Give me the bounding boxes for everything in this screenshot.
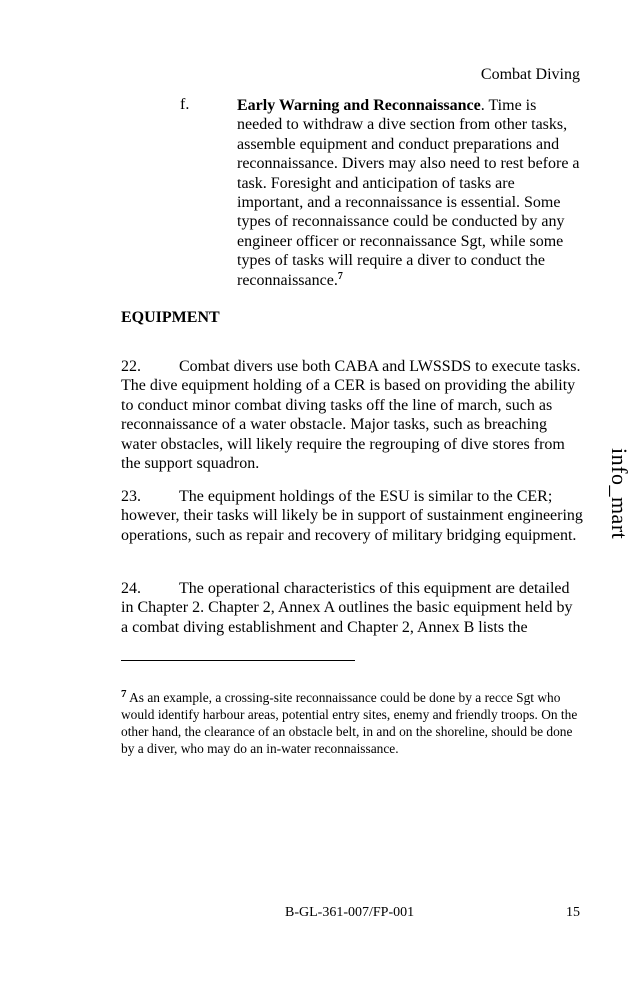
paragraph-number: 23. [121, 488, 141, 505]
subparagraph-text: . Time is needed to withdraw a dive section from other tasks, assemble equipment and conduct preparations and reconnaissance. Divers may also need to rest before a task. Foresight and anticipation of tasks are important, and a reconnaissance is essential. Some types of reconnaissance could be conducted by any engineer officer or reconnaissance Sgt, while some types of tasks will require a diver to conduct the reconnaissance. [237, 97, 580, 289]
paragraph-number: 22. [121, 358, 141, 375]
footnote-reference: 7 [337, 270, 343, 282]
section-heading: EQUIPMENT [121, 309, 220, 326]
page-number: 15 [566, 905, 580, 920]
footnote-mark: 7 [121, 688, 127, 700]
document-code: B-GL-361-007/FP-001 [285, 905, 415, 920]
footnote-separator [121, 660, 355, 661]
watermark: info_mart [607, 448, 632, 540]
paragraph-text: Combat divers use both CABA and LWSSDS to execute tasks. The dive equipment holding of a CER is based on providing the ability to conduct minor combat diving tasks off the line of march, such as reconnaissance of a water obstacle. Major tasks, such as breaching water obstacles, will likely require the regrouping of dive stores from the support squadron. [121, 358, 581, 473]
paragraph-number: 24. [121, 580, 141, 597]
paragraph-text: The operational characteristics of this equipment are detailed in Chapter 2. Chapter 2, Annex A outlines the basic equipment held by a combat diving establishment and Chapter 2, Annex B lists the [121, 580, 573, 636]
paragraph-22 [121, 357, 583, 473]
paragraph-24 [121, 579, 583, 637]
paragraph-text: The equipment holdings of the ESU is similar to the CER; however, their tasks will likely be in support of sustainment engineering operations, such as repair and recovery of military bridging equipment. [121, 488, 583, 544]
subparagraph-body [237, 96, 582, 290]
paragraph-23 [121, 487, 583, 545]
footnote [121, 689, 583, 757]
subparagraph-letter: f. [180, 96, 190, 113]
footnote-text: As an example, a crossing-site reconnaissance could be done by a recce Sgt who would identify harbour areas, potential entry sites, enemy and friendly troops. On the other hand, the clearance of an obstacle belt, in and on the shoreline, should be done by a diver, who may do an in-water reconnaissance. [121, 690, 578, 756]
subparagraph-heading: Early Warning and Reconnaissance [237, 97, 481, 114]
running-header: Combat Diving [480, 66, 580, 83]
